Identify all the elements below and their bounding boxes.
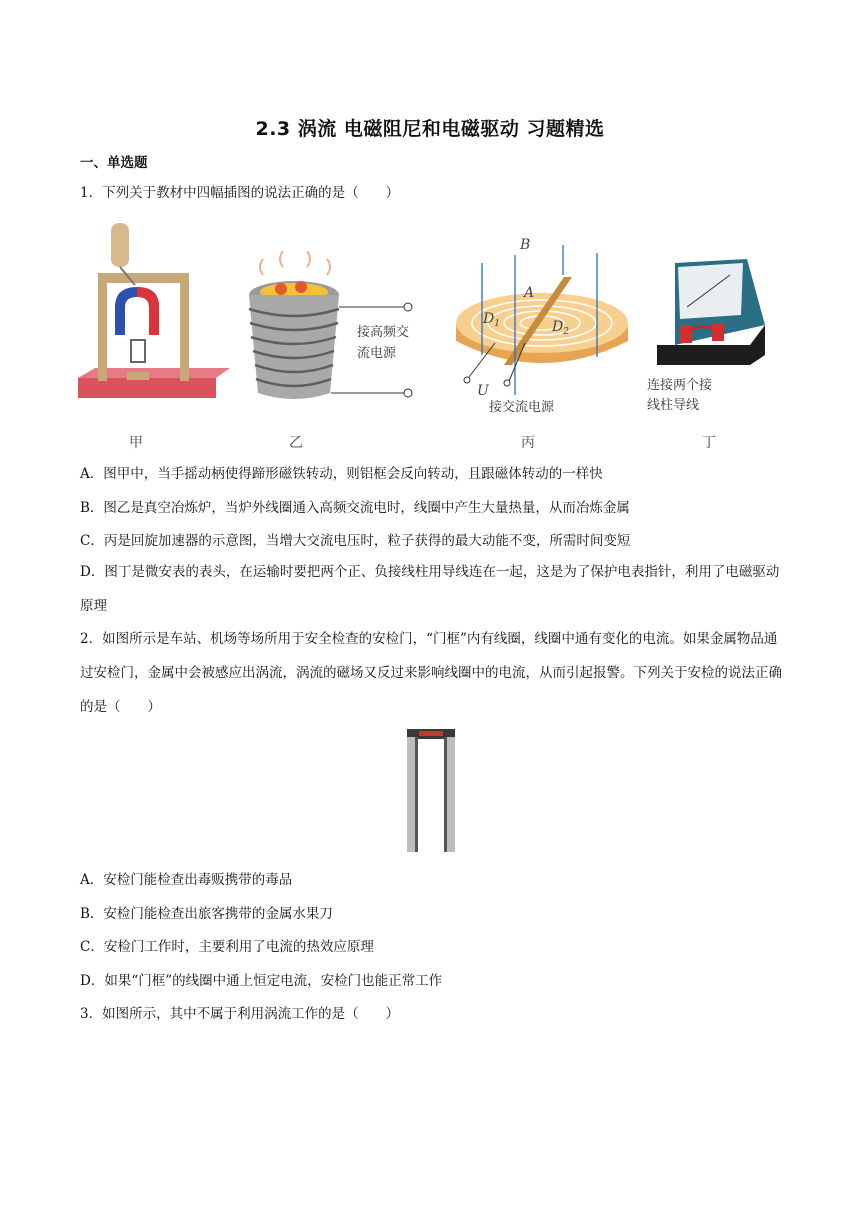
question-3-stem: 3．如图所示，其中不属于利用涡流工作的是（ ） <box>80 1006 400 1022</box>
question-2-stem: 2．如图所示是车站、机场等场所用于安全检查的安检门，“门框”内有线圈，线圈中通有变化的电流。如果金属物品通过安检门，金属中会被感应出涡流，涡流的磁场又反过来影响线圈中的电流，从而引起报警。下列关于安检的说法正确的是（ ） <box>80 631 782 715</box>
question-1-figures <box>75 215 790 450</box>
figure-ding-text-1: 连接两个接 <box>647 378 713 393</box>
question-1-option-b: B．图乙是真空冶炼炉，当炉外线圈通入高频交流电时，线圈中产生大量热量，从而冶炼金属 <box>80 500 630 516</box>
question-2-option-c: C．安检门工作时，主要利用了电流的热效应原理 <box>80 939 374 955</box>
figure-yi-text-1: 接高频交 <box>357 325 410 340</box>
question-1-option-c: C．丙是回旋加速器的示意图，当增大交流电压时，粒子获得的最大动能不变，所需时间变短 <box>80 533 631 549</box>
question-2-option-b: B．安检门能检查出旅客携带的金属水果刀 <box>80 906 333 922</box>
question-2-option-a: A．安检门能检查出毒贩携带的毒品 <box>80 872 293 888</box>
question-1-option-a: A．图甲中，当手摇动柄使得蹄形磁铁转动，则铝框会反向转动，且跟磁体转动的一样快 <box>80 466 603 482</box>
figure-jia <box>78 223 230 450</box>
question-1-stem: 1．下列关于教材中四幅插图的说法正确的是（ ） <box>80 185 400 201</box>
page-title: 2.3 涡流 电磁阻尼和电磁驱动 习题精选 <box>255 118 605 140</box>
figure-bing-D2: $D_2$ <box>552 319 569 337</box>
figure-bing-A: A <box>524 285 535 301</box>
figure-bing-caption: 接交流电源 <box>489 400 555 415</box>
figure-bing-D1: $D_1$ <box>483 311 500 329</box>
figure-bing-B: B <box>520 237 531 253</box>
figure-yi-label: 乙 <box>289 435 303 450</box>
figure-yi <box>249 251 412 450</box>
figure-bing <box>456 237 628 450</box>
figure-ding-text-2: 线柱导线 <box>647 398 700 413</box>
figure-jia-label: 甲 <box>129 435 143 450</box>
question-2-option-d: D．如果“门框”的线圈中通上恒定电流，安检门也能正常工作 <box>80 973 443 989</box>
figure-ding <box>647 259 765 450</box>
section-heading: 一、单选题 <box>80 155 148 171</box>
figure-ding-label: 丁 <box>702 435 716 450</box>
figure-bing-U: U <box>477 383 489 399</box>
figure-yi-text-2: 流电源 <box>357 346 397 361</box>
question-1-option-d: D．图丁是微安表的表头，在运输时要把两个正、负接线柱用导线连在一起，这是为了保护电表指针，利用了电磁驱动原理 <box>80 564 780 614</box>
figure-bing-label: 丙 <box>521 435 535 450</box>
security-gate-figure <box>403 727 459 855</box>
